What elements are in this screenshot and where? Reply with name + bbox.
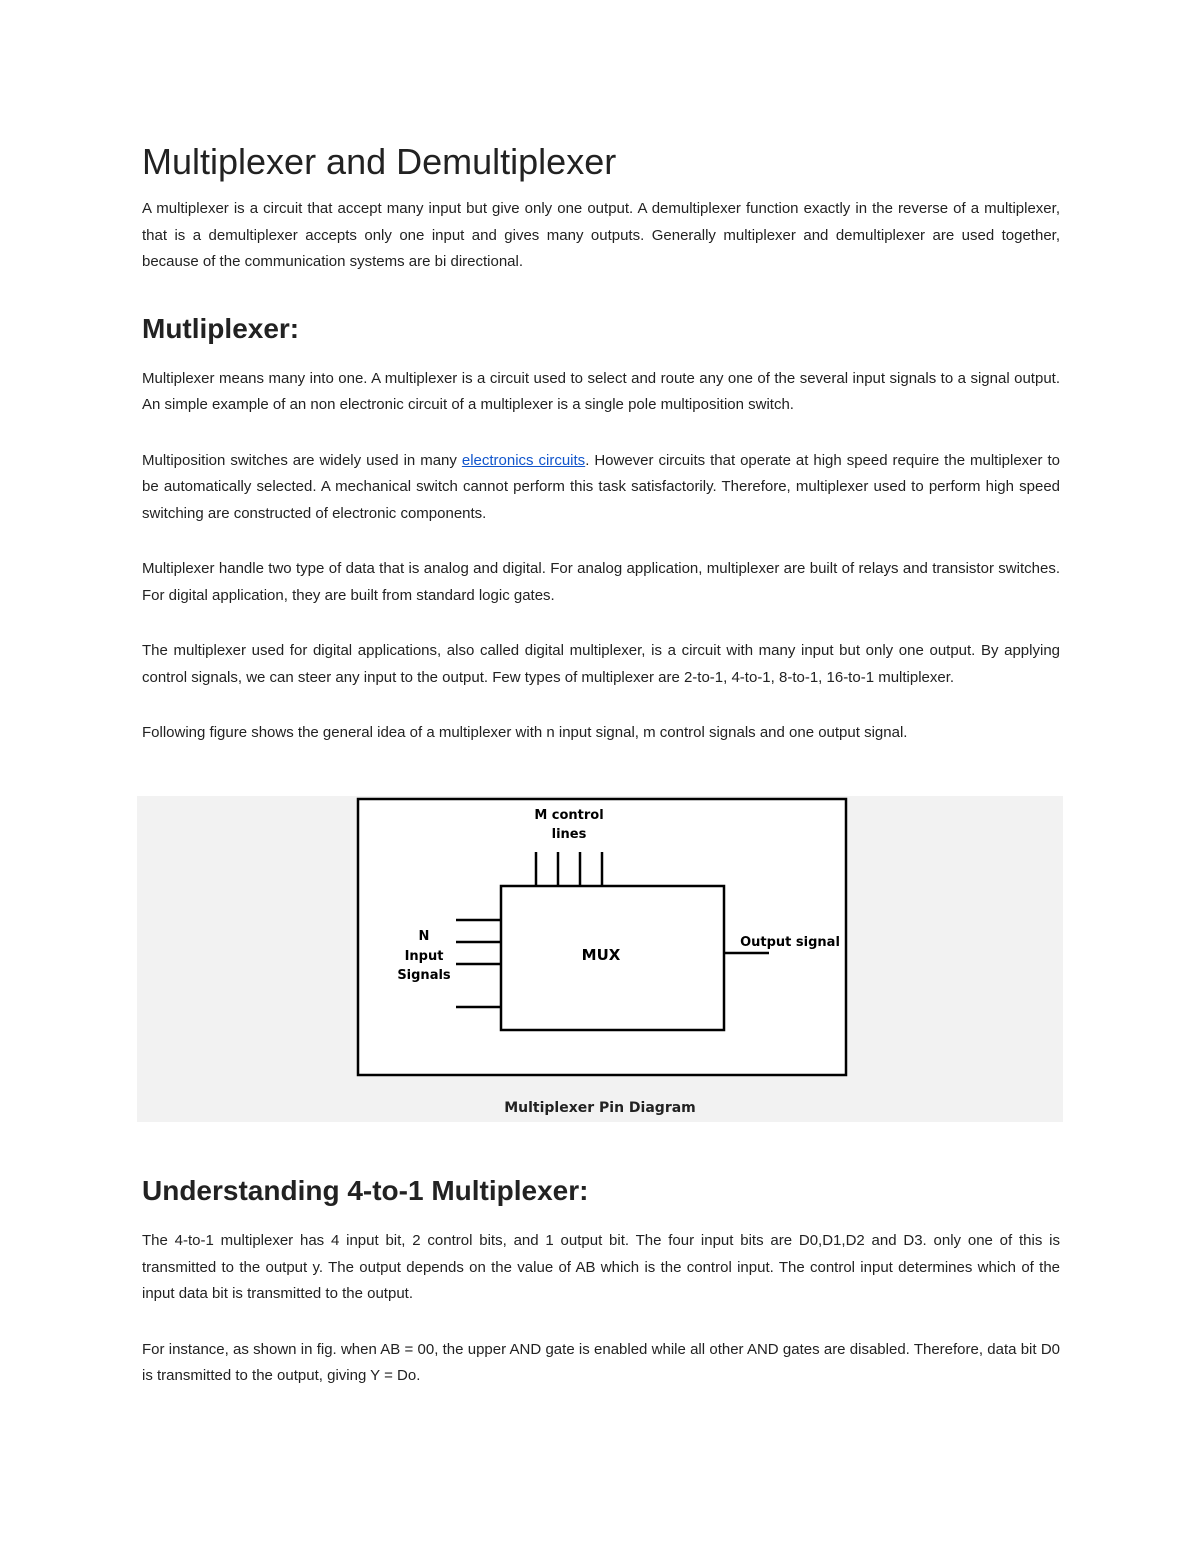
section-heading-4to1: Understanding 4-to-1 Multiplexer: bbox=[142, 1175, 589, 1206]
section-4to1 bbox=[142, 1174, 1060, 1419]
figure-caption: Multiplexer Pin Diagram bbox=[504, 1100, 696, 1116]
input-label-line1: N bbox=[418, 929, 430, 944]
multiplexer-pin-diagram bbox=[137, 796, 1063, 1122]
document-body bbox=[142, 140, 1060, 776]
paragraph-multiposition-switches bbox=[142, 448, 1060, 528]
paragraph-text: Multiposition switches are widely used in many bbox=[142, 451, 462, 469]
paragraph-instance-example: For instance, as shown in fig. when AB = 00, the upper AND gate is enabled while all other AND gates are disabled. Therefore, data bit D0 is transmitted to the output, giving Y = Do. bbox=[142, 1340, 1060, 1384]
input-label-line2: Input bbox=[404, 949, 444, 964]
page-title: Multiplexer and Demultiplexer bbox=[142, 141, 617, 182]
paragraph-analog-digital: Multiplexer handle two type of data that is analog and digital. For analog application, multiplexer are built of relays and transistor switches. For digital application, they are built from standard logic gates. bbox=[142, 560, 1060, 604]
paragraph-digital-multiplexer: The multiplexer used for digital applications, also called digital multiplexer, is a circuit with many input but only one output. By applying control signals, we can steer any input to the output. Few types of multiplexer are 2-to-1, 4-to-1, 8-to-1, 16-to-1 multiplexer. bbox=[142, 642, 1060, 686]
paragraph-many-into-one: Multiplexer means many into one. A multiplexer is a circuit used to select and route any one of the several input signals to a signal output. An simple example of an non electronic circuit of a multiplexer is a single pole multiposition switch. bbox=[142, 369, 1060, 413]
paragraph-text: . However circuits that operate at high speed require the multiplexer to be automatically selected. A mechanical switch cannot perform this task satisfactorily. Therefore, multiplexer used to perform high speed switching are constructed of electronic components. bbox=[142, 451, 1060, 522]
intro-paragraph: A multiplexer is a circuit that accept many input but give only one output. A demultiplexer function exactly in the reverse of a multiplexer, that is a demultiplexer accepts only one input and gives many outputs. Generally multiplexer and demultiplexer are used together, because of the communication systems are bi directional. bbox=[142, 200, 1060, 270]
input-label-line3: Signals bbox=[397, 968, 451, 983]
control-label-line1: M control bbox=[534, 808, 604, 823]
paragraph-4to1-description: The 4-to-1 multiplexer has 4 input bit, 2 control bits, and 1 output bit. The four input bits are D0,D1,D2 and D3. only one of this is transmitted to the output y. The output depends on the value of AB which is the control input. The control input determines which of the input data bit is transmitted to the output. bbox=[142, 1232, 1060, 1302]
section-heading-multiplexer: Mutliplexer: bbox=[142, 312, 300, 344]
mux-label: MUX bbox=[581, 946, 621, 964]
output-label: Output signal bbox=[740, 935, 840, 950]
electronics-circuits-link[interactable]: electronics circuits bbox=[461, 451, 586, 469]
paragraph-figure-intro: Following figure shows the general idea of a multiplexer with n input signal, m control signals and one output signal. bbox=[142, 724, 908, 741]
control-label-line2: lines bbox=[551, 827, 587, 842]
multiplexer-figure bbox=[137, 796, 1063, 1122]
